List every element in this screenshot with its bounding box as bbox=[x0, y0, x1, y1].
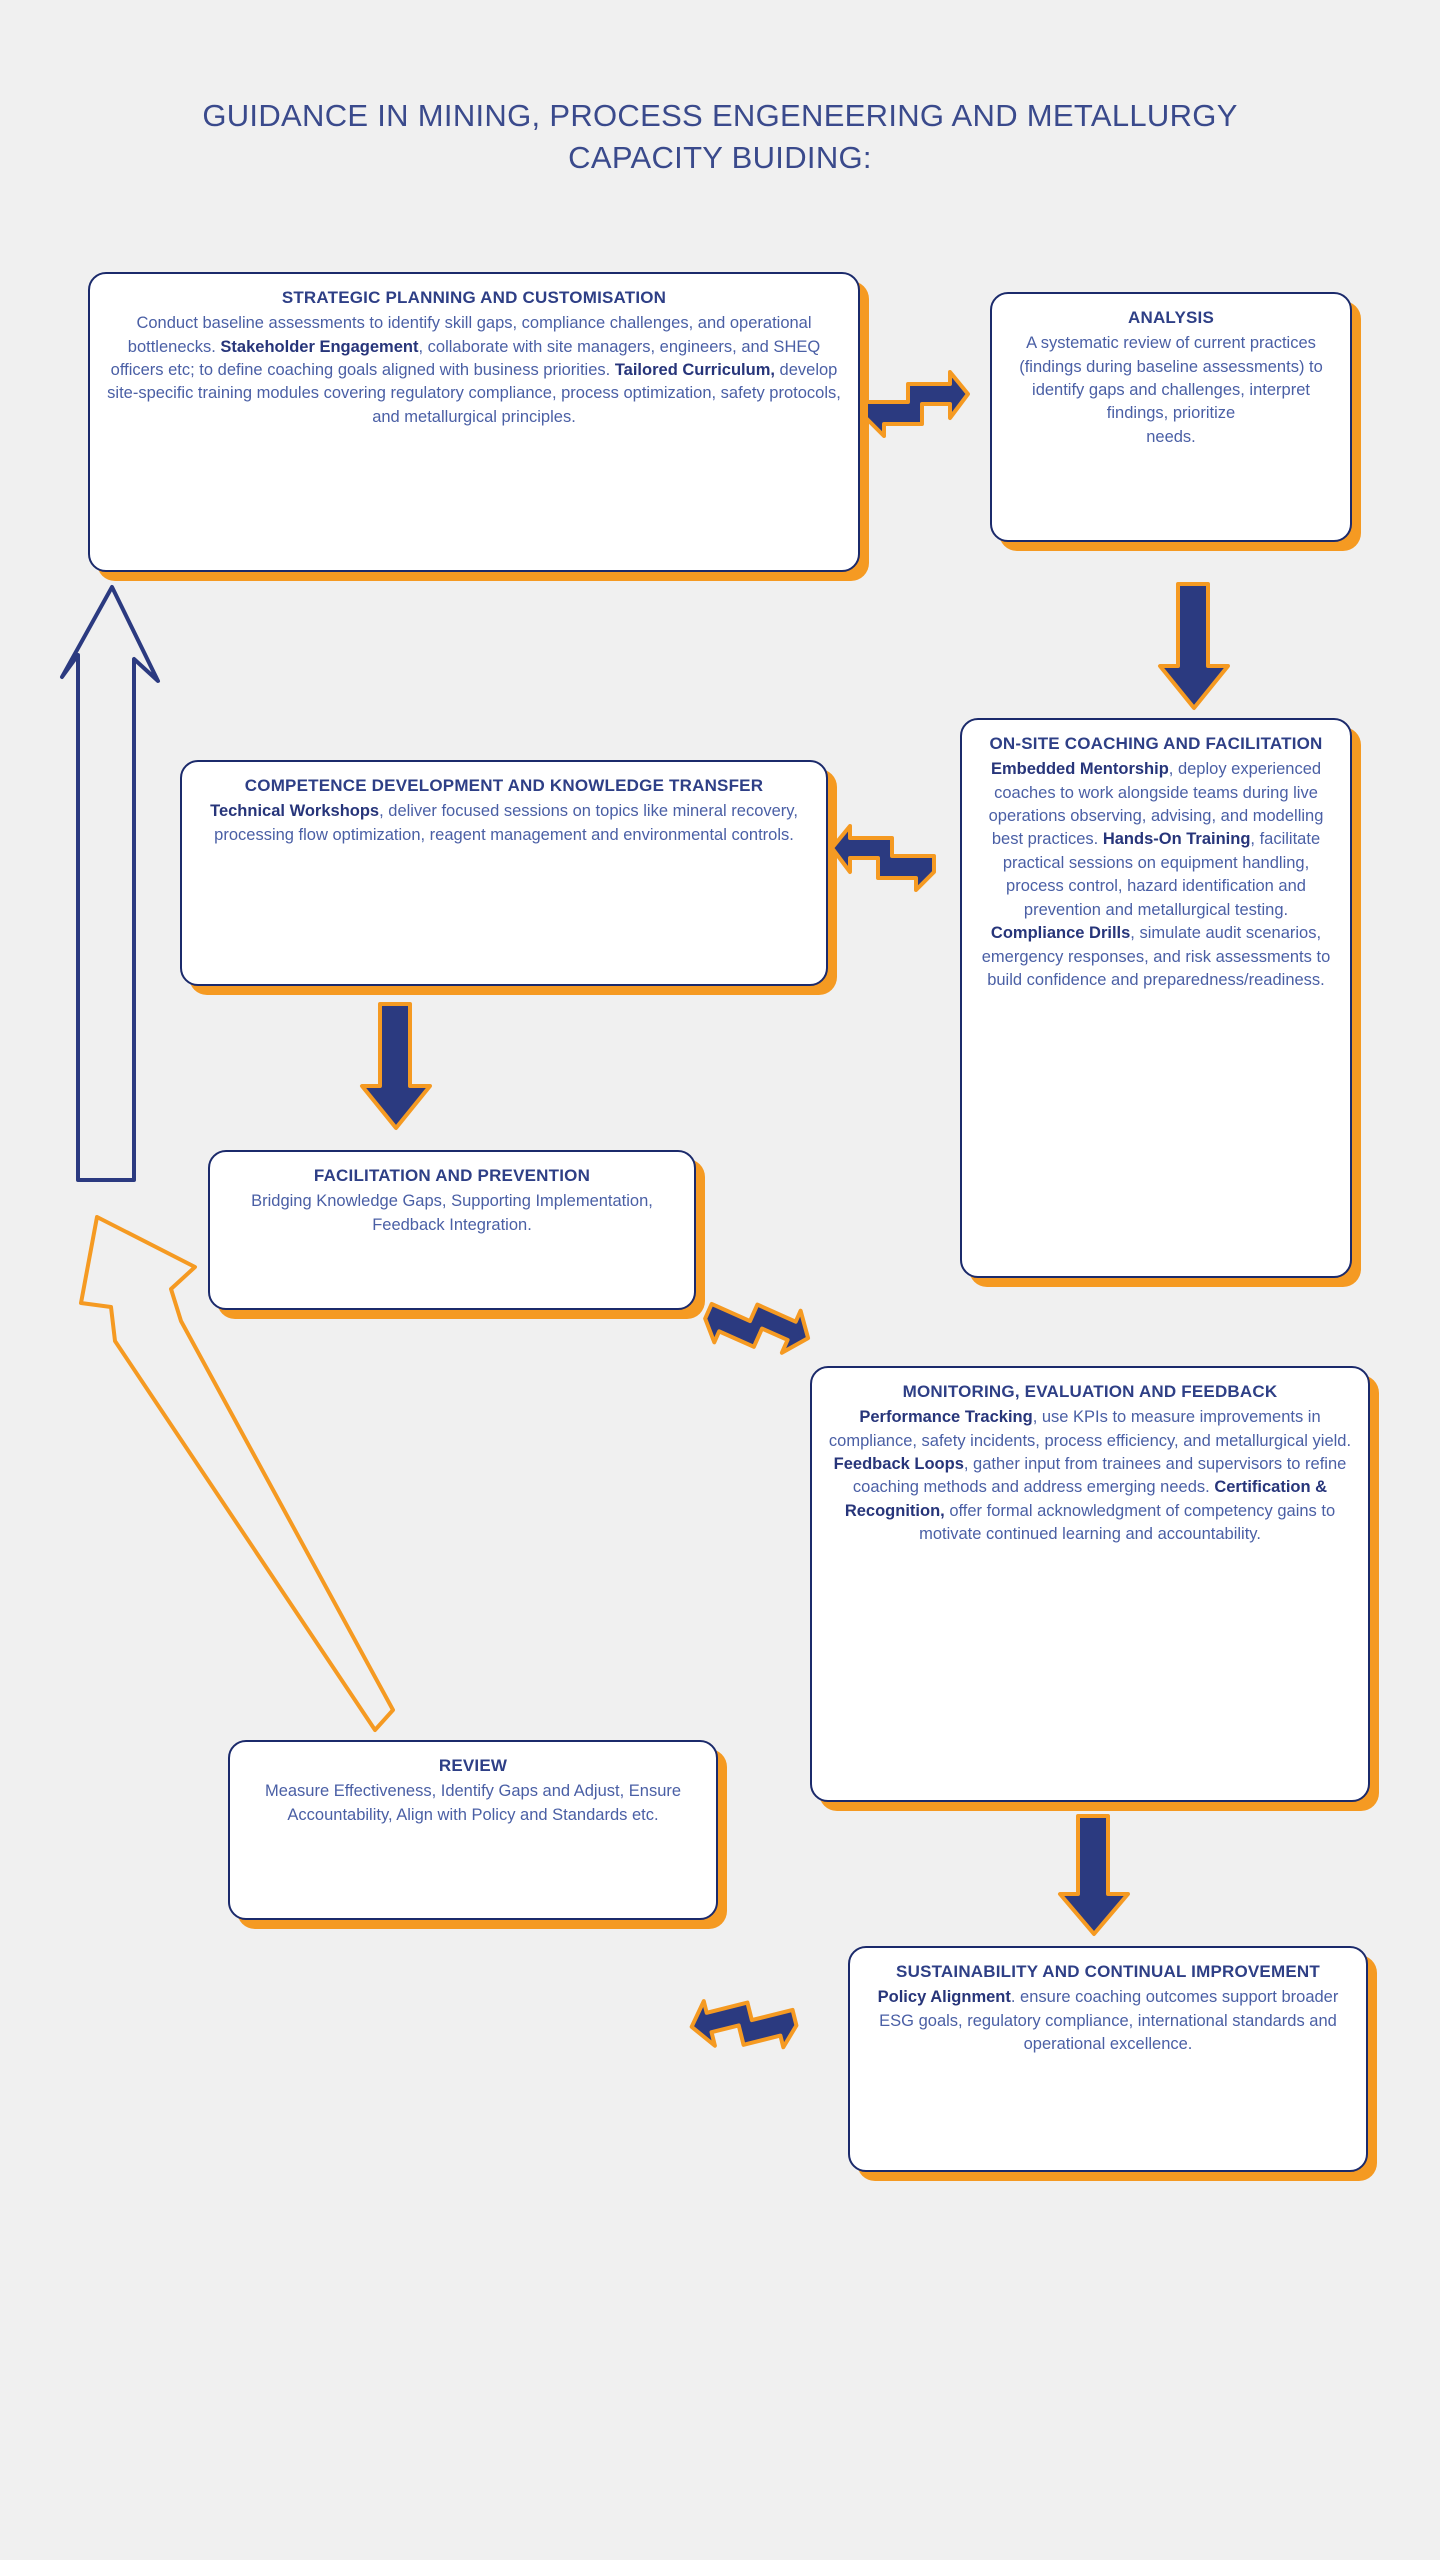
zigzag-arrow-left-icon-coaching bbox=[828, 822, 938, 906]
arrow-loop-to-strategic bbox=[60, 585, 180, 1185]
node-strategic-body: Conduct baseline assessments to identify skill gaps, compliance challenges, and operational bottlenecks. Stakeholder Engagement, collaborate with site managers, engineers, and SHEQ officers etc; to define coaching goals aligned with business priorities. Tailored Curriculum, develop site-specific training modules covering regulatory compliance, process optimization, safety protocols, and metallurgical principles. bbox=[107, 314, 841, 426]
block-arrow-down-icon-competence bbox=[352, 1000, 442, 1132]
node-strategic-heading: STRATEGIC PLANNING AND CUSTOMISATION bbox=[281, 288, 667, 307]
node-sustain-body: Policy Alignment. ensure coaching outcomes support broader ESG goals, regulatory compliance, international standards and operational excellence. bbox=[877, 1988, 1339, 2053]
node-competence-heading: COMPETENCE DEVELOPMENT AND KNOWLEDGE TRANSFER bbox=[244, 776, 764, 795]
node-competence-body: Technical Workshops, deliver focused sessions on topics like mineral recovery, processing flow optimization, reagent management and environmental controls. bbox=[210, 802, 798, 844]
node-onsite-coaching[interactable] bbox=[960, 718, 1352, 1278]
node-competence-development[interactable] bbox=[180, 760, 828, 986]
node-sustain-heading: SUSTAINABILITY AND CONTINUAL IMPROVEMENT bbox=[896, 1962, 1320, 1981]
node-monitoring-heading: MONITORING, EVALUATION AND FEEDBACK bbox=[902, 1382, 1278, 1401]
node-monitoring-body: Performance Tracking, use KPIs to measure improvements in compliance, safety incidents, process efficiency, and metallurgical yield. Feedback Loops, gather input from trainees and supervisors to refine coaching methods and address emerging needs. Certification & Recognition, offer formal acknowledgment of competency gains to motivate continued learning and accountability. bbox=[828, 1408, 1352, 1544]
block-arrow-down-icon-monitoring bbox=[1050, 1812, 1140, 1938]
node-review-heading: REVIEW bbox=[438, 1756, 508, 1775]
node-strategic-planning[interactable] bbox=[88, 272, 860, 572]
node-review-body: Measure Effectiveness, Identify Gaps and Adjust, Ensure Accountability, Align with Policy and Standards etc. bbox=[264, 1782, 682, 1824]
node-facilitation-body: Bridging Knowledge Gaps, Supporting Implementation, Feedback Integration. bbox=[251, 1192, 653, 1234]
zigzag-arrow-right-icon-facilitation bbox=[688, 1271, 823, 1392]
node-analysis-body: A systematic review of current practices (findings during baseline assessments) to identify gaps and challenges, interpret findings, prioritize needs. bbox=[1019, 334, 1323, 446]
node-analysis-heading: ANALYSIS bbox=[1128, 308, 1214, 327]
page-title bbox=[60, 95, 1380, 179]
title-line-2: CAPACITY BUIDING: bbox=[568, 139, 872, 175]
title-line-1: GUIDANCE IN MINING, PROCESS ENGENEERING AND METALLURGY bbox=[202, 98, 1238, 133]
block-arrow-down-icon-analysis bbox=[1150, 580, 1240, 712]
zigzag-arrow-left-icon-sustainability bbox=[681, 1976, 808, 2084]
zigzag-arrow-right-icon bbox=[862, 368, 972, 452]
node-facilitation-heading: FACILITATION AND PREVENTION bbox=[313, 1166, 591, 1185]
node-coaching-heading: ON-SITE COACHING AND FACILITATION bbox=[989, 734, 1323, 753]
node-coaching-body: Embedded Mentorship, deploy experienced coaches to work alongside teams during live operations observing, advising, and modelling best practices. Hands-On Training, facilitate practical sessions on equipment handling, process control, hazard identification and prevention and metallurgical testing. Compliance Drills, simulate audit scenarios, emergency responses, and risk assessments to build confidence and preparedness/readiness. bbox=[981, 760, 1331, 989]
node-review[interactable] bbox=[228, 1740, 718, 1920]
node-monitoring-evaluation[interactable] bbox=[810, 1366, 1370, 1802]
node-sustainability-improvement[interactable] bbox=[848, 1946, 1368, 2172]
node-facilitation-prevention[interactable] bbox=[208, 1150, 696, 1310]
node-analysis[interactable] bbox=[990, 292, 1352, 542]
